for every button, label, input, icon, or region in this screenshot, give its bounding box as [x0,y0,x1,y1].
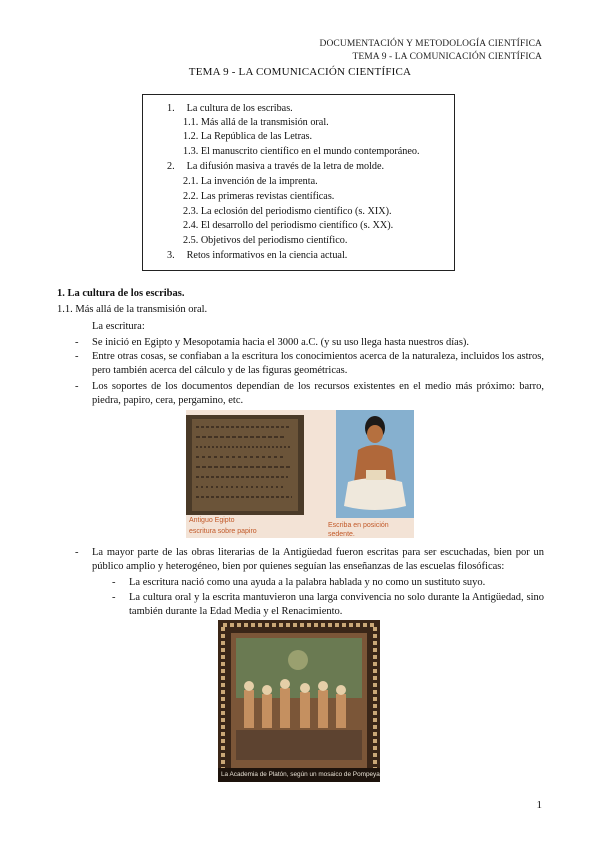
figure-plato-academy-mosaic [218,620,380,782]
bullet-text: Los soportes de los documentos dependían de los recursos existentes en el medio más próximo: barro, piedra, papiro, cera, pergamino, etc. [92,381,544,407]
subsection-heading: 1.1. Más allá de la transmisión oral. [57,304,208,315]
bullet-dash: - [75,547,79,558]
scribe-statue-image [336,410,414,518]
subbullet-text: La cultura oral y la escrita mantuvieron una larga convivencia no solo durante la Antigüedad, sino también durante la Edad Media y el Renacimiento. [129,592,544,618]
toc-item: 2. La difusión masiva a través de la letra de molde. [167,161,385,172]
papyrus-image [186,415,304,515]
figure-caption-papyrus-1: Antiguo Egipto [189,517,235,524]
bullet-text: Entre otras cosas, se confiaban a la escritura los conocimientos acerca de la naturaleza, incluidos los astros, pero también acerca del cálculo y de las figuras geométricas. [92,351,544,377]
subbullet-dash: - [112,592,116,603]
figure-papyrus-and-scribe [186,410,414,538]
bullet-text: Se inició en Egipto y Mesopotamia hacia el 3000 a.C. (y su uso llega hasta nuestros días). [92,337,470,348]
section-heading: 1. La cultura de los escribas. [57,288,185,299]
page-title: TEMA 9 - LA COMUNICACIÓN CIENTÍFICA [188,66,412,78]
running-header-topic: TEMA 9 - LA COMUNICACIÓN CIENTÍFICA [352,52,542,62]
toc-item: 2.2. Las primeras revistas científicas. [183,191,335,202]
figure-caption-papyrus-2: escritura sobre papiro [189,528,257,535]
toc-item: 2.1. La invención de la imprenta. [183,176,318,187]
subbullet-text: La escritura nació como una ayuda a la palabra hablada y no como un sustituto suyo. [129,577,486,588]
bullet-dash: - [75,351,79,362]
toc-item: 1.3. El manuscrito científico en el mundo contemporáneo. [183,146,420,157]
table-of-contents [142,94,455,271]
toc-item: 3. Retos informativos en la ciencia actual. [167,250,348,261]
running-header-course: DOCUMENTACIÓN Y METODOLOGÍA CIENTÍFICA [319,39,542,49]
toc-item: 2.5. Objetivos del periodismo científico. [183,235,348,246]
page-number: 1 [536,799,542,811]
toc-item: 1. La cultura de los escribas. [167,103,293,114]
toc-item: 2.4. El desarrollo del periodismo científico (s. XX). [183,220,394,231]
toc-item: 1.1. Más allá de la transmisión oral. [183,117,329,128]
toc-item: 1.2. La República de las Letras. [183,131,312,142]
bullet-dash: - [75,337,79,348]
subbullet-dash: - [112,577,116,588]
bullet-text: La mayor parte de las obras literarias de la Antigüedad fueron escritas para ser escuchadas, bien por un público amplio y heterogéneo, bien por quienes seguían las enseñanzas de las escuelas filosóficas: [92,547,544,573]
lead-text: La escritura: [92,321,145,332]
toc-item: 2.3. La eclosión del periodismo científico (s. XIX). [183,206,392,217]
bullet-dash: - [75,381,79,392]
figure-caption-mosaic: La Academia de Platón, según un mosaico de Pompeya [221,771,380,778]
figure-caption-scribe: Escriba en posición sedente. [328,522,389,538]
